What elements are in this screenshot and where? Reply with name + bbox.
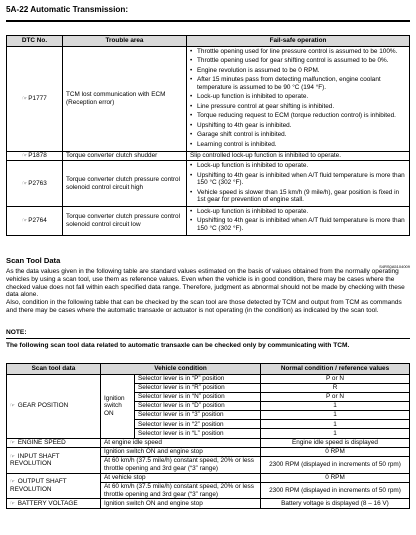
output-shaft-link[interactable]: OUTPUT SHAFT REVOLUTION [10,478,67,493]
header-rule [6,20,410,22]
failsafe-cell: Slip controlled lock-up function is inhibited to operate. [187,151,410,161]
bullet-item: • Upshifting to 4th gear is inhibited when A/T fluid temperature is more than 150 °C (302 °F). [190,217,405,232]
table-row [7,499,410,508]
trouble-area-cell: Torque converter clutch pressure control solenoid control circuit low [63,206,187,235]
col-failsafe-operation: Fail-safe operation [187,36,410,47]
bullet-item: • Engine revolution is assumed to be 0 RPM. [190,66,320,74]
section-code: S4RS0A5104009 [379,264,410,269]
table-row [7,161,410,207]
bullet-item: • Lock-up function is inhibited to operate. [190,207,309,215]
table-row [7,447,410,456]
dtc-cell [7,161,63,207]
lever-condition-cell: Selector lever is in “L” position [135,429,261,438]
engine-speed-link[interactable]: ENGINE SPEED [17,438,66,446]
lever-condition-cell: Selector lever is in “R” position [135,383,261,392]
paragraph: Also, condition in the following table that can be checked by the scan tool are those detected by TCM and output from TCM as commands and there may be cases where the automatic transaxle or actuator is not operating (in the condition) as indicated by the scan tool. [6,299,402,314]
dtc-cell [7,46,63,151]
dtc-code[interactable]: P1878 [28,152,47,160]
failsafe-table [6,35,410,236]
bullet-item: • Garage shift control is inhibited. [190,131,287,139]
bullet-item: • Lock-up function is inhibited to operate. [190,93,309,101]
value-cell: 1 [261,429,410,438]
reference-arrow-icon: ☞ [10,500,16,507]
table-row [7,151,410,161]
col-trouble-area: Trouble area [63,36,187,47]
value-cell: Battery voltage is displayed (8 – 16 V) [261,499,410,508]
page-header: 5A-22 Automatic Transmission: [6,5,129,14]
scan-tool-table [6,363,410,509]
lever-condition-cell: Selector lever is in “3” position [135,411,261,420]
reference-arrow-icon: ☞ [10,479,16,486]
table-row [7,206,410,235]
value-cell: 2300 RPM (displayed in increments of 50 rpm) [261,482,410,499]
failsafe-cell [187,206,410,235]
bullet-item: • Throttle opening used for line pressure control is assumed to be 100%. [190,47,398,55]
dtc-cell [7,151,63,161]
col-vehicle-condition: Vehicle condition [101,364,261,375]
lever-condition-cell: Selector lever is in “2” position [135,420,261,429]
trouble-area-cell: TCM lost communication with ECM (Reception error) [63,46,187,151]
reference-arrow-icon: ☞ [22,217,28,224]
trouble-area-cell: Torque converter clutch pressure control solenoid control circuit high [63,161,187,207]
value-cell: P or N [261,392,410,401]
dtc-code[interactable]: P2764 [28,216,47,224]
table-row [7,473,410,482]
value-cell: 2300 RPM (displayed in increments of 50 rpm) [261,456,410,473]
input-shaft-link[interactable]: INPUT SHAFT REVOLUTION [10,452,60,468]
value-cell: 1 [261,411,410,420]
reference-arrow-icon: ☞ [10,403,16,410]
dtc-code[interactable]: P1777 [28,94,47,102]
lever-condition-cell: Selector lever is in “D” position [135,401,261,410]
condition-cell: Ignition switch ON and engine stop [101,447,261,456]
engine-speed-cell [7,438,101,447]
lever-condition-cell: Selector lever is in “N” position [135,392,261,401]
lever-condition-cell: Selector lever is in “P” position [135,374,261,383]
dtc-code[interactable]: P2763 [28,179,47,187]
col-dtc-no: DTC No. [7,36,63,47]
table-row [7,46,410,151]
col-scan-tool-data: Scan tool data [7,364,101,375]
reference-arrow-icon: ☞ [22,180,28,187]
bullet-item: • Upshifting to 4th gear is inhibited when A/T fluid temperature is more than 150 °C (302 °F). [190,171,405,187]
value-cell: 1 [261,420,410,429]
condition-cell: At 60 km/h (37.5 mile/h) constant speed, 20% or less throttle opening and 3rd gear (“3” range) [101,456,261,473]
scan-table-header [7,364,410,375]
bullet-item: • Learning control is inhibited. [190,141,277,149]
value-cell: P or N [261,374,410,383]
bullet-item: • Torque reducing request to ECM (torque reduction control) is inhibited. [190,112,396,120]
failsafe-table-header [7,36,410,47]
bullet-item: • Throttle opening used for gear shifting control is assumed to be 0%. [190,57,389,65]
condition-cell: Ignition switch ON and engine stop [101,499,261,508]
value-cell: 1 [261,401,410,410]
battery-voltage-cell [7,499,101,508]
gear-position-link[interactable]: GEAR POSITION [17,402,69,410]
failsafe-cell [187,161,410,207]
note-block [6,329,410,350]
failsafe-cell [187,46,410,151]
bullet-item: • Line pressure control at gear shifting is inhibited. [190,102,335,110]
section-body [6,268,410,315]
condition-cell: At vehicle stop [101,473,261,482]
reference-arrow-icon: ☞ [22,153,28,160]
trouble-area-cell: Torque converter clutch shudder [63,151,187,161]
gear-condition-cell: Ignition switch ON [101,374,135,438]
output-shaft-cell [7,473,101,499]
paragraph: As the data values given in the following table are standard values estimated on the basis of values obtained from the normally operating vehicles by using a scan tool, use them as reference values. Even when the vehicle is in good condition, there may be cases where the checked value does not fall within each specified data range. Therefore, judgment as abnormal should not be made by checking with these data alone. [6,268,405,299]
note-label: NOTE: [6,329,27,336]
note-text: The following scan tool data related to automatic transaxle can be checked only by communicating with TCM. [6,342,350,349]
value-cell: 0 RPM [261,447,410,456]
input-shaft-cell [7,447,101,473]
value-cell: R [261,383,410,392]
condition-cell: At engine idle speed [101,438,261,447]
bullet-item: • Upshifting to 4th gear is inhibited. [190,121,292,129]
table-row [7,374,410,383]
gear-position-cell [7,374,101,438]
section-title: Scan Tool Data [6,256,61,265]
note-rule [6,338,410,339]
reference-arrow-icon: ☞ [10,439,16,446]
table-row [7,438,410,447]
reference-arrow-icon: ☞ [10,453,16,460]
bullet-item: • Vehicle speed is slower than 15 km/h (9 mile/h), gear position is fixed in 1st gear for prevention of engine stall. [190,188,400,204]
col-normal-condition: Normal condition / reference values [261,364,410,375]
battery-voltage-link[interactable]: BATTERY VOLTAGE [17,499,78,507]
condition-cell: At 60 km/h (37.5 mile/h) constant speed, 20% or less throttle opening and 3rd gear (“3” range) [101,482,261,499]
value-cell: Engine idle speed is displayed [261,438,410,447]
value-cell: 0 RPM [261,473,410,482]
dtc-cell [7,206,63,235]
reference-arrow-icon: ☞ [22,95,28,102]
bullet-item: • After 15 minutes pass from detecting malfunction, engine coolant temperature is assumed to be 90 °C (194 °F). [190,76,381,91]
bullet-item: • Lock-up function is inhibited to operate. [190,162,309,170]
